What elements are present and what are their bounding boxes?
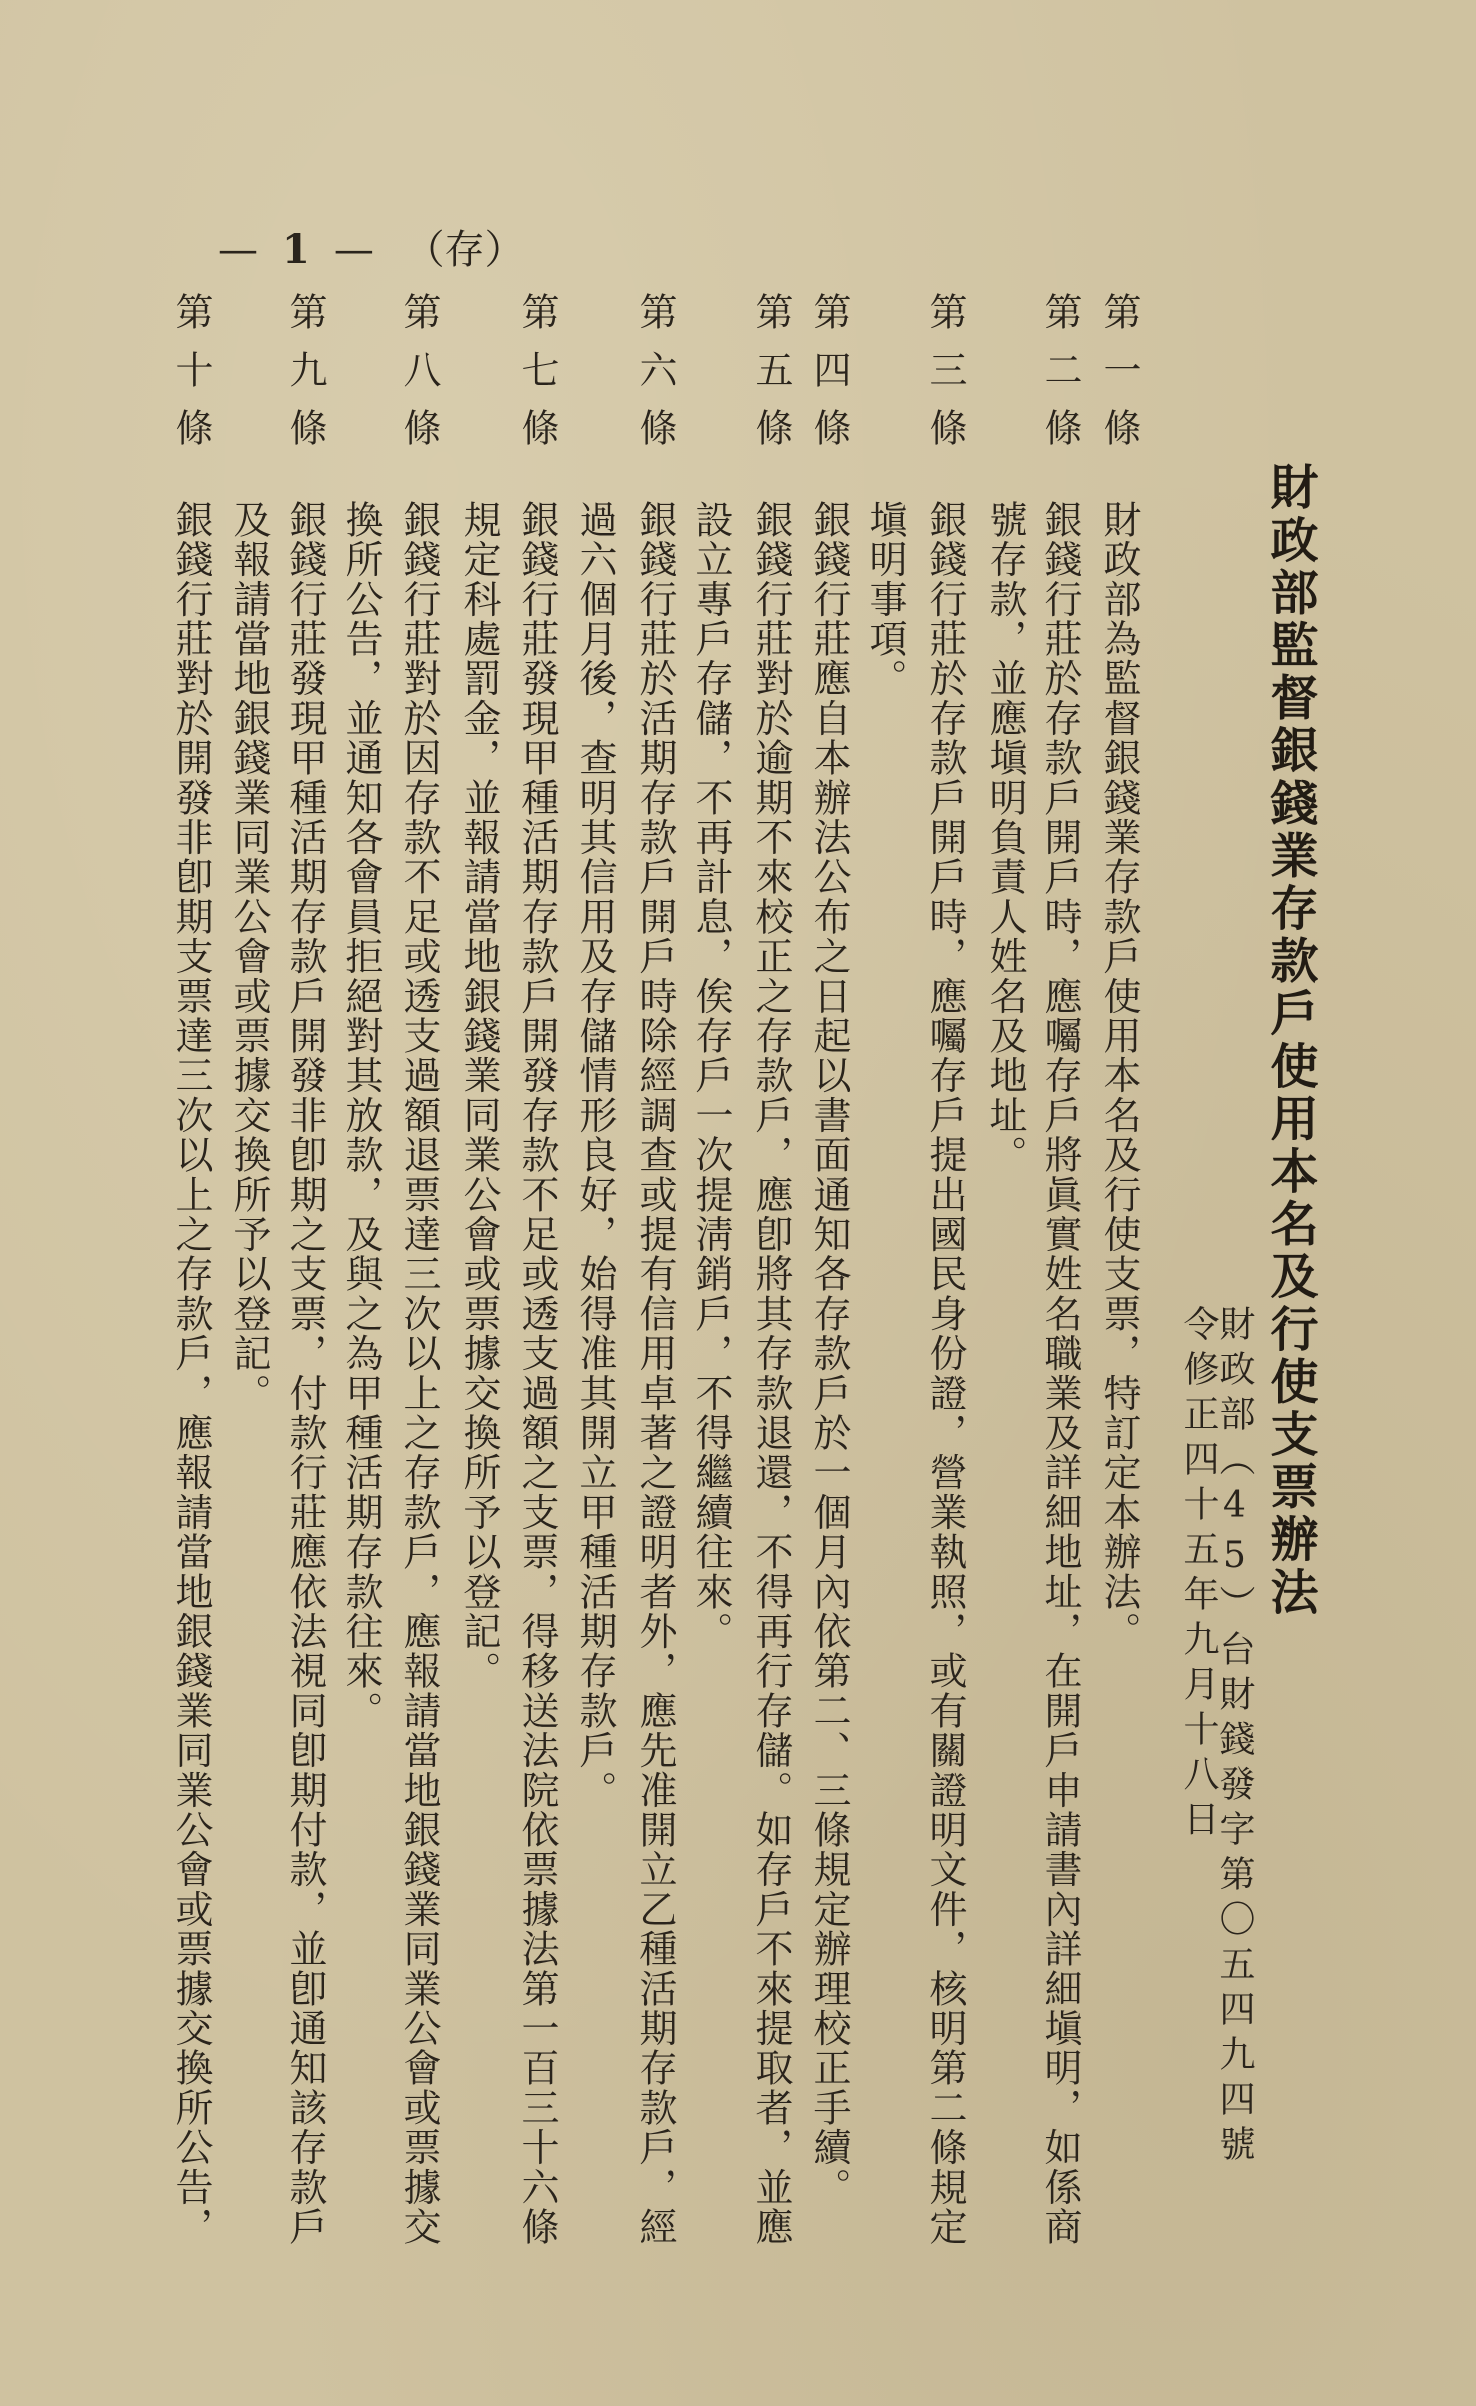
article-6-label: 第六條	[633, 292, 677, 466]
article-5-label: 第五條	[749, 292, 793, 466]
article-10-label: 第十條	[169, 292, 213, 466]
article-9-label: 第九條	[283, 292, 327, 466]
article-5-text-line-2: 設立專戶存儲，不再計息，俟存戶一次提淸銷戶，不得繼續往來。	[689, 500, 733, 1652]
article-4-text: 銀錢行莊應自本辦法公布之日起以書面通知各存款戶於一個月內依第二、三條規定辦理校正手續。	[807, 500, 851, 2208]
article-10-text: 銀錢行莊對於開發非卽期支票達三次以上之存款戶，應報請當地銀錢業同業公會或票據交換所公告，	[169, 500, 213, 2247]
article-1-text: 財政部為監督銀錢業存款戶使用本名及行使支票，特訂定本辦法。	[1097, 500, 1141, 1652]
article-8-text-line-2: 換所公告，並通知各會員拒絕對其放款，及與之為甲種活期存款往來。	[339, 500, 383, 1731]
page-header	[218, 218, 525, 275]
article-9-text-line-1: 銀錢行莊發現甲種活期存款戶開發非卽期之支票，付款行莊應依法視同卽期付款，並卽通知該存款戶	[283, 500, 327, 2247]
header-dash-left: —	[218, 227, 258, 273]
page-number: 1	[282, 226, 310, 273]
article-7-text-line-2: 規定科處罰金，並報請當地銀錢業同業公會或票據交換所予以登記。	[457, 500, 501, 1691]
article-3-text-line-1: 銀錢行莊於存款戶開戶時，應囑存戶提出國民身份證，營業執照，或有關證明文件，核明第二條規定	[923, 500, 967, 2247]
article-7-text-line-1: 銀錢行莊發現甲種活期存款戶開發存款不足或透支過額之支票，得移送法院依票據法第一百三十六條	[515, 500, 559, 2247]
article-9-text-line-2: 及報請當地銀錢業同業公會或票據交換所予以登記。	[227, 500, 271, 1414]
article-6-text-line-1: 銀錢行莊於活期存款戶開戶時除經調查或提有信用卓著之證明者外，應先准開立乙種活期存款戶，經	[633, 500, 677, 2247]
article-2-text-line-2: 號存款，並應塡明負責人姓名及地址。	[983, 500, 1027, 1175]
order-line-1: 財政部（45）台財錢發字第〇五四九四號	[1214, 1305, 1255, 2170]
article-8-label: 第八條	[397, 292, 441, 466]
document-title: 財政部監督銀錢業存款戶使用本名及行使支票辦法	[1262, 462, 1318, 1620]
article-7-label: 第七條	[515, 292, 559, 466]
article-8-text-line-1: 銀錢行莊對於因存款不足或透支過額退票達三次以上之存款戶，應報請當地銀錢業同業公會或票據交	[397, 500, 441, 2247]
article-3-text-line-2: 塡明事項。	[863, 500, 907, 699]
article-1-label: 第一條	[1097, 292, 1141, 466]
article-6-text-line-2: 過六個月後，查明其信用及存儲情形良好，始得准其開立甲種活期存款戶。	[573, 500, 617, 1811]
article-2-text-line-1: 銀錢行莊於存款戶開戶時，應囑存戶將眞實姓名職業及詳細地址，在開戶申請書內詳細塡明，如係商	[1038, 500, 1082, 2247]
article-4-label: 第四條	[807, 292, 851, 466]
section-tag: （存）	[404, 227, 525, 273]
article-2-label: 第二條	[1038, 292, 1082, 466]
article-3-label: 第三條	[923, 292, 967, 466]
article-5-text-line-1: 銀錢行莊對於逾期不來校正之存款戶，應卽將其存款退還，不得再行存儲。如存戶不來提取者，並應	[749, 500, 793, 2247]
header-dash-right: —	[333, 227, 374, 273]
order-line-2: 令修正四十五年九月十八日	[1178, 1305, 1219, 1845]
